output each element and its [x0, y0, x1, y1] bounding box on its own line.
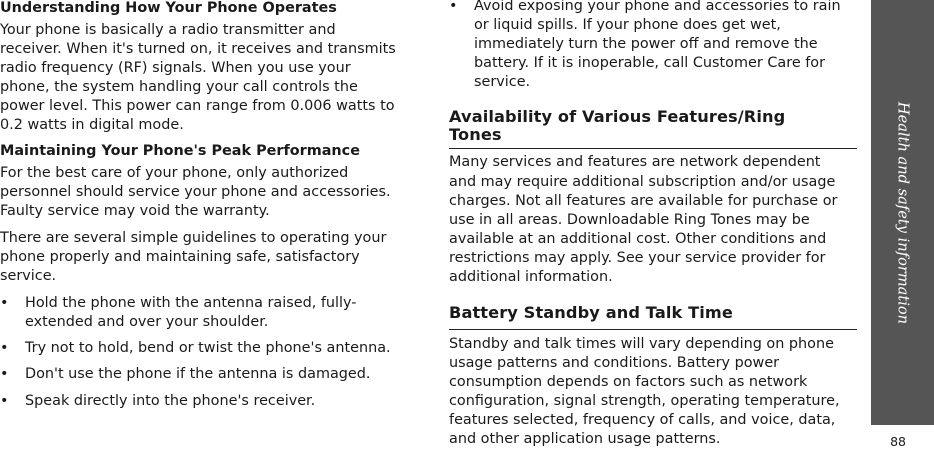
guidelines-list	[0, 294, 414, 410]
bullet-icon: •	[0, 366, 9, 383]
care-line: Faulty service may void the warranty.	[0, 202, 270, 219]
battery-line: usage patterns and conditions. Battery power	[449, 354, 780, 371]
intro-line: 0.2 watts in digital mode.	[0, 117, 184, 134]
guidelines-line: There are several simple guidelines to operating your	[0, 229, 387, 246]
intro-line: power level. This power can range from 0.006 watts to	[0, 98, 395, 115]
page-number: 88	[890, 434, 906, 449]
right-column	[449, 0, 857, 449]
features-line: restrictions may apply. See your service provider for	[449, 249, 826, 266]
bullet-icon: •	[449, 0, 458, 14]
subheading-peak-performance: Maintaining Your Phone's Peak Performance	[0, 142, 360, 159]
list-item: • Speak directly into the phone's receiver.	[0, 392, 414, 411]
care-list	[449, 0, 857, 92]
chapter-side-tab	[871, 0, 934, 425]
intro-line: radio frequency (RF) signals. When you use your	[0, 60, 351, 77]
guidelines-paragraph	[0, 229, 414, 286]
care-line: For the best care of your phone, only authorized	[0, 164, 349, 181]
battery-paragraph	[449, 335, 857, 449]
intro-paragraph	[0, 21, 414, 136]
features-line: charges. Not all features are available for purchase or	[449, 192, 838, 209]
section-battery-header	[449, 304, 857, 330]
features-line: additional information.	[449, 269, 613, 286]
features-line: available at an additional cost. Other conditions and	[449, 230, 827, 247]
heading-phone-operates: Understanding How Your Phone Operates	[0, 0, 337, 16]
features-line: and may require additional subscription and/or usage	[449, 173, 836, 190]
bullet-icon: •	[0, 295, 9, 312]
battery-line: consumption depends on factors such as network	[449, 373, 808, 390]
features-paragraph	[449, 153, 857, 287]
care-line: personnel should service your phone and accessories.	[0, 183, 391, 200]
bullet-icon: •	[0, 392, 9, 409]
battery-line: features selected, frequency of calls, and voice, data,	[449, 412, 836, 428]
intro-line: Your phone is basically a radio transmitter and	[0, 22, 336, 38]
intro-line: receiver. When it's turned on, it receives and transmits	[0, 41, 396, 58]
battery-line: configuration, signal strength, operating temperature,	[449, 392, 840, 409]
section-title: Availability of Various Features/Ring Tones	[449, 107, 786, 144]
list-item: • Don't use the phone if the antenna is damaged.	[0, 365, 414, 384]
features-line: Many services and features are network dependent	[449, 154, 821, 171]
chapter-tab-label: Health and safety information	[894, 101, 911, 324]
list-item: • Try not to hold, bend or twist the phone's antenna.	[0, 339, 414, 358]
features-line: use in all areas. Downloadable Ring Tones may be	[449, 211, 810, 228]
left-column	[0, 0, 414, 411]
list-item: • Avoid exposing your phone and accessories to rain or liquid spills. If your phone does get wet, immediately turn the power off and remove the battery. If it is inoperable, call Customer Care for service.	[449, 0, 857, 92]
guidelines-line: service.	[0, 268, 57, 285]
care-paragraph	[0, 164, 414, 221]
section-title: Battery Standby and Talk Time	[449, 303, 733, 323]
guidelines-line: phone properly and maintaining safe, satisfactory	[0, 248, 360, 265]
section-features-header	[449, 108, 857, 149]
battery-line: and other application usage patterns.	[449, 431, 721, 448]
intro-line: phone, the system handling your call controls the	[0, 79, 358, 96]
bullet-icon: •	[0, 340, 9, 357]
battery-line: Standby and talk times will vary depending on phone	[449, 335, 834, 352]
list-item: • Hold the phone with the antenna raised, fully- extended and over your shoulder.	[0, 295, 357, 331]
